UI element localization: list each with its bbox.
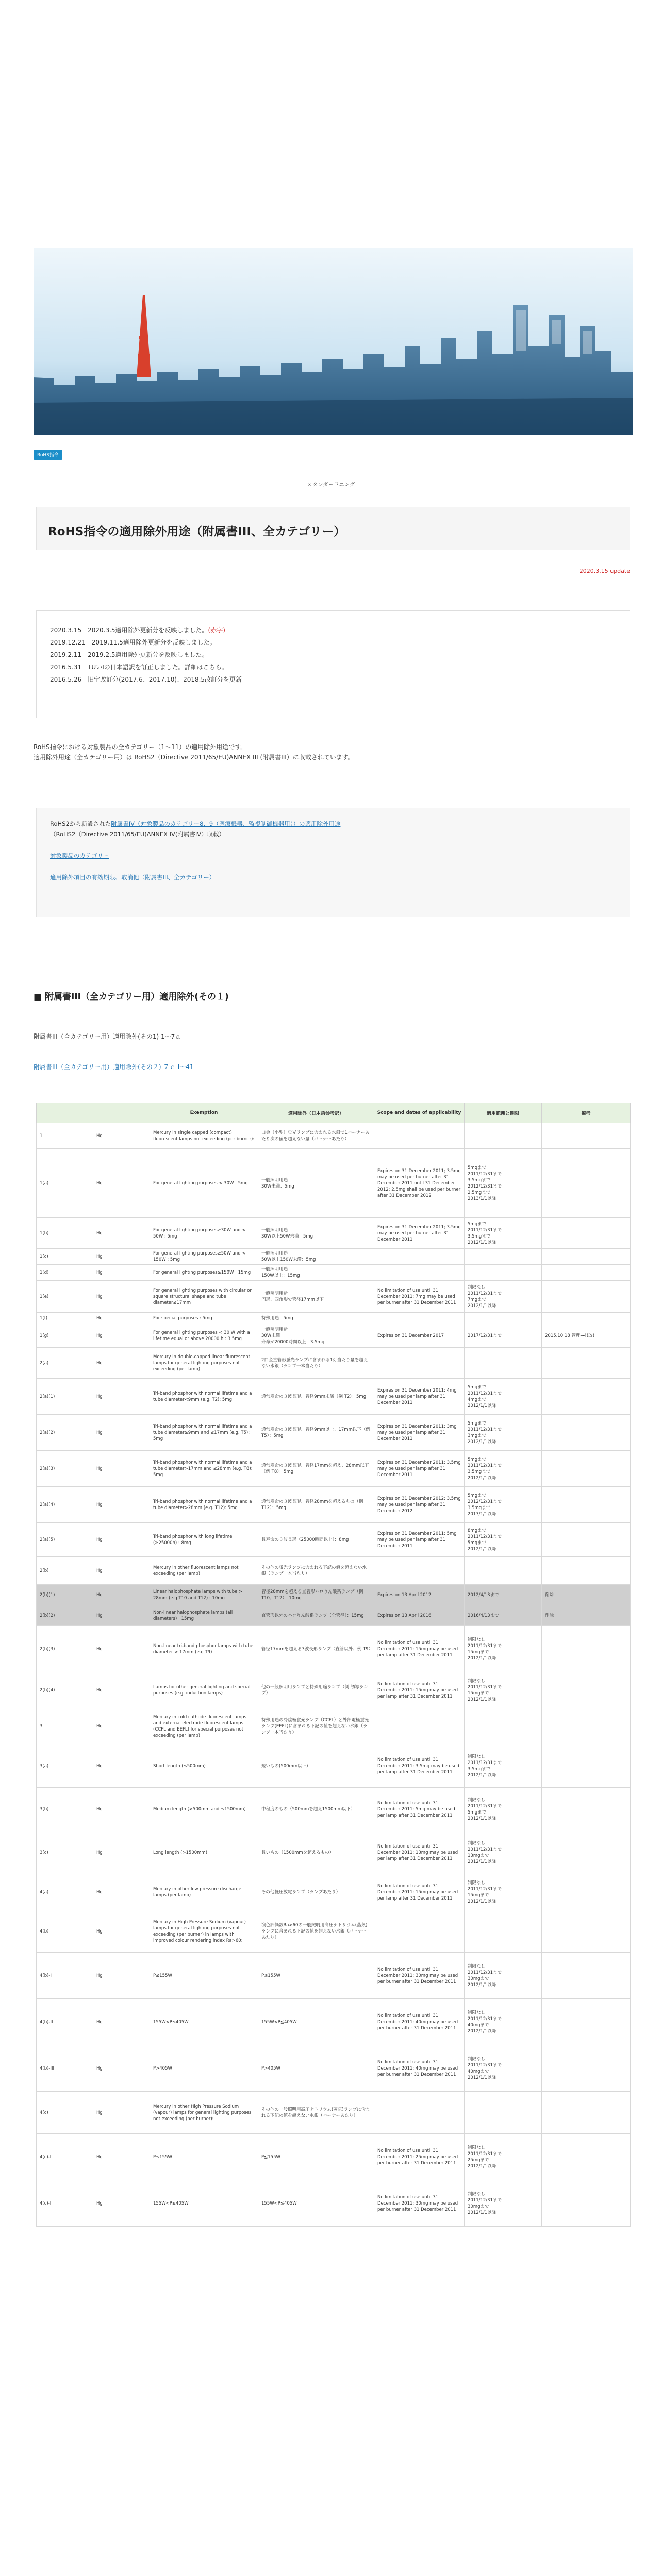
table-cell-jr: 5mgまで 2011/12/31まで 3.5mgまで 2012/12/31まで 2.5mgまで 2013/1/1以降 [465, 1149, 542, 1218]
section-title: ■ 附属書III（全カテゴリー用）適用除外(その１) [34, 992, 229, 1002]
col-header: Exemption [150, 1103, 258, 1123]
page-title: RoHS指令の適用除外用途（附属書III、全カテゴリー） [48, 525, 346, 538]
table-cell-id: 2(a)(5) [37, 1523, 93, 1557]
intro-text [34, 742, 354, 762]
table-cell-sc [374, 2092, 465, 2134]
table-cell-ja: 通常寿命の３波長形、管径9mm以上、17mm以下（例 T5）：5mg [258, 1415, 374, 1451]
table-cell-id: 4(c) [37, 2092, 93, 2134]
table-row [37, 1487, 631, 1523]
table-cell-el: Hg [93, 2092, 150, 2134]
table-row [37, 1910, 631, 1953]
table-row [37, 1249, 631, 1265]
table-cell-en: Medium length (>500mm and ≤1500mm) [150, 1788, 258, 1831]
table-row [37, 1379, 631, 1415]
table-cell-id: 4(a) [37, 1874, 93, 1910]
table-cell-sc [374, 1348, 465, 1379]
table-cell-ja: 短いもの(500mm以下) [258, 1744, 374, 1788]
table-cell-nt [542, 1910, 631, 1953]
table-cell-nt [542, 1415, 631, 1451]
table-cell-el: Hg [93, 1265, 150, 1281]
table-cell-en: Short length (≤500mm) [150, 1744, 258, 1788]
table-cell-sc: Expires on 31 December 2011; 3.5mg may be used per lamp after 31 December 2011 [374, 1451, 465, 1487]
table-cell-ja: 口金（小型）蛍光ランプに含まれる水銀で1バーナーあたり次の値を超えない量（バーナーあたり） [258, 1123, 374, 1149]
table-cell-id: 1(e) [37, 1281, 93, 1313]
hero-cityscape-image [34, 248, 633, 435]
table-cell-id: 1(b) [37, 1218, 93, 1249]
table-cell-jr: 2012/4/13まで [465, 1585, 542, 1605]
table-cell-id: 1 [37, 1123, 93, 1149]
table-cell-nt [542, 1874, 631, 1910]
table-row [37, 1123, 631, 1149]
table-cell-sc: No limitation of use until 31 December 2011; 40mg may be used per burner after 31 December 2011 [374, 1999, 465, 2045]
table-cell-id: 4(c)-II [37, 2180, 93, 2227]
table-cell-id: 4(b)-I [37, 1953, 93, 1999]
table-cell-jr: 5mgまで 2011/12/31まで 3.5mgまで 2012/1/1以降 [465, 1218, 542, 1249]
table-cell-sc: Expires on 13 April 2012 [374, 1585, 465, 1605]
history-item: 2019.2.11 2019.2.5適用除外更新分を反映しました。 [50, 651, 208, 658]
table-cell-el: Hg [93, 1379, 150, 1415]
table-cell-nt: 削除 [542, 1585, 631, 1605]
table-cell-id: 4(b)-II [37, 1999, 93, 2045]
table-cell-ja: P≦155W [258, 1953, 374, 1999]
table-cell-en: Tri-band phosphor with normal lifetime and a tube diameter>17mm and ≤28mm (e.g. T8): 5mg [150, 1451, 258, 1487]
table-cell-sc [374, 1123, 465, 1149]
table-cell-nt [542, 1788, 631, 1831]
table-cell-en: Mercury in other low pressure discharge lamps (per lamp) [150, 1874, 258, 1910]
table-cell-jr: 8mgまで 2011/12/31まで 5mgまで 2012/1/1以降 [465, 1523, 542, 1557]
table-cell-sc: No limitation of use until 31 December 2011; 15mg may be used per lamp after 31 December 2011 [374, 1626, 465, 1672]
table-cell-nt [542, 1348, 631, 1379]
links-lead: RoHS2から新設された [50, 820, 111, 827]
table-cell-el: Hg [93, 1557, 150, 1585]
table-cell-id: 1(c) [37, 1249, 93, 1265]
table-cell-el: Hg [93, 1953, 150, 1999]
table-row [37, 1557, 631, 1585]
category-badge[interactable]: RoHS指令 [34, 450, 62, 460]
table-cell-en: Tri-band phosphor with normal lifetime and a tube diameter≥9mm and ≤17mm (e.g. T5): 5mg [150, 1415, 258, 1451]
table-cell-sc: No limitation of use until 31 December 2011; 30mg may be used per burner after 31 December 2011 [374, 1953, 465, 1999]
update-date: 2020.3.15 update [579, 568, 630, 574]
col-header [37, 1103, 93, 1123]
table-cell-ja: 直管形以外のハロりん酸系ランプ（全管径）：15mg [258, 1605, 374, 1626]
table-row [37, 1415, 631, 1451]
table-row [37, 1744, 631, 1788]
table-cell-el: Hg [93, 1218, 150, 1249]
table-cell-nt [542, 1379, 631, 1415]
table-cell-ja: 中程度のもの（500mmを超え1500mm以下） [258, 1788, 374, 1831]
table-cell-nt: 削除 [542, 1605, 631, 1626]
table-cell-ja: その他低圧放電ランプ（ランプあたり） [258, 1874, 374, 1910]
target-categories-link[interactable]: 対象製品のカテゴリー [50, 852, 109, 859]
annex-iv-note: （RoHS2（Directive 2011/65/EU)ANNEX IV(附属書IV）収載） [50, 831, 225, 838]
table-cell-el: Hg [93, 1313, 150, 1324]
table-cell-ja: 長寿命の３波長形（25000時間以上）：8mg [258, 1523, 374, 1557]
table-cell-el: Hg [93, 1123, 150, 1149]
table-cell-el: Hg [93, 1523, 150, 1557]
table-cell-jr: 制限なし 2011/12/31まで 15mgまで 2012/1/1以降 [465, 1672, 542, 1708]
table-cell-id: 2(b) [37, 1557, 93, 1585]
table-cell-en: For general lighting purposes with circular or square structural shape and tube diameter≤17mm [150, 1281, 258, 1313]
table-cell-ja: 演色評価数Ra>60の一般照明用高圧ナトリウム(蒸気)ランプに含まれる下記の値を超えない水銀（バーナーあたり） [258, 1910, 374, 1953]
table-cell-sc: No limitation of use until 31 December 2011; 25mg may be used per burner after 31 December 2011 [374, 2134, 465, 2180]
table-cell-el: Hg [93, 1415, 150, 1451]
col-header: Scope and dates of applicability [374, 1103, 465, 1123]
table-cell-ja: 通常寿命の３波長形、管径17mmを超え、28mm以下（例 T8）：5mg [258, 1451, 374, 1487]
table-cell-el: Hg [93, 1605, 150, 1626]
table-cell-ja: 管径28mmを超える直管形ハロりん酸系ランプ（例 T10、T12）：10mg [258, 1585, 374, 1605]
table-cell-id: 4(c)-I [37, 2134, 93, 2180]
table-cell-nt [542, 1313, 631, 1324]
table-cell-nt [542, 1708, 631, 1744]
annex-iv-link[interactable]: 附属書IV（対象製品のカテゴリー8、9（医療機器、監視制御機器用））の適用除外用途 [111, 820, 341, 827]
table-cell-el: Hg [93, 2134, 150, 2180]
table-cell-en: Mercury in other High Pressure Sodium (vapour) lamps for general lighting purposes not exceeding (per burner): [150, 2092, 258, 2134]
intro-line: RoHS指令における対象製品の全カテゴリー（1〜11）の適用除外用途です。 [34, 743, 247, 751]
table-cell-sc: Expires on 31 December 2012; 3.5mg may be used per lamp after 31 December 2012 [374, 1487, 465, 1523]
table-cell-id: 3 [37, 1708, 93, 1744]
table-cell-jr: 5mgまで 2011/12/31まで 3mgまで 2012/1/1以降 [465, 1415, 542, 1451]
table-cell-id: 2(a)(3) [37, 1451, 93, 1487]
table-cell-id: 2(b)(3) [37, 1626, 93, 1672]
table-cell-sc: No limitation of use until 31 December 2011; 5mg may be used per lamp after 31 December 2011 [374, 1788, 465, 1831]
table-cell-id: 2(a)(4) [37, 1487, 93, 1523]
table-row [37, 1626, 631, 1672]
table-cell-en: Mercury in other fluorescent lamps not exceeding (per lamp): [150, 1557, 258, 1585]
table-cell-en: Lamps for other general lighting and special purposes (e.g. induction lamps) [150, 1672, 258, 1708]
table-cell-el: Hg [93, 1249, 150, 1265]
table-cell-sc: Expires on 31 December 2011; 5mg may be used per lamp after 31 December 2011 [374, 1523, 465, 1557]
table-cell-jr: 制限なし 2011/12/31まで 40mgまで 2012/1/1以降 [465, 1999, 542, 2045]
table-cell-en: Tri-band phosphor with normal lifetime and a tube diameter>28mm (e.g. T12): 5mg [150, 1487, 258, 1523]
table-cell-el: Hg [93, 1451, 150, 1487]
table-cell-el: Hg [93, 2180, 150, 2227]
table-cell-en: Non-linear halophosphate lamps (all diameters) : 15mg [150, 1605, 258, 1626]
table-cell-ja: 一般照明用途 30W以上50W未満：5mg [258, 1218, 374, 1249]
table-cell-en: For general lighting purposes≥50W and < 150W : 5mg [150, 1249, 258, 1265]
table-cell-sc: Expires on 31 December 2017 [374, 1324, 465, 1348]
table-cell-jr: 制限なし 2011/12/31まで 3.5mgまで 2012/1/1以降 [465, 1744, 542, 1788]
col-header: 備考 [542, 1103, 631, 1123]
table-cell-jr: 5mgまで 2011/12/31まで 4mgまで 2012/1/1以降 [465, 1379, 542, 1415]
table-cell-jr: 制限なし 2011/12/31まで 25mgまで 2012/1/1以降 [465, 2134, 542, 2180]
table-cell-nt [542, 1249, 631, 1265]
history-item: 2016.5.31 TUいIの日本語訳を訂正しました。詳細はこちら。 [50, 664, 228, 671]
table-cell-en: Tri-band phosphor with long lifetime (≥25000h) : 8mg [150, 1523, 258, 1557]
table-cell-nt [542, 1831, 631, 1874]
table-cell-en: Mercury in double-capped linear fluorescent lamps for general lighting purposes not exceeding (per lamp): [150, 1348, 258, 1379]
table-cell-nt [542, 1953, 631, 1999]
table-cell-sc: No limitation of use until 31 December 2011; 15mg may be used per lamp after 31 December 2011 [374, 1874, 465, 1910]
table-cell-jr [465, 1123, 542, 1149]
table-cell-en: Tri-band phosphor with normal lifetime and a tube diameter<9mm (e.g. T2): 5mg [150, 1379, 258, 1415]
table-cell-en: Non-linear tri-band phosphor lamps with tube diameter > 17mm (e.g T9) [150, 1626, 258, 1672]
col-header: 適用範囲と期限 [465, 1103, 542, 1123]
table-header-row [37, 1103, 631, 1123]
col-header: 適用除外（日本語参考訳） [258, 1103, 374, 1123]
table-cell-jr [465, 1313, 542, 1324]
table-row [37, 1281, 631, 1313]
table-cell-el: Hg [93, 1999, 150, 2045]
table-row [37, 1831, 631, 1874]
table-row [37, 1672, 631, 1708]
table-cell-sc: No limitation of use until 31 December 2011; 13mg may be used per lamp after 31 December 2011 [374, 1831, 465, 1874]
table-cell-ja: 長いもの（1500mmを超えるもの） [258, 1831, 374, 1874]
table-cell-en: Mercury in cold cathode fluorescent lamps and external electrode fluorescent lamps (CCFL and EEFL) for special purposes not exceeding (per lamp): [150, 1708, 258, 1744]
table-cell-jr: 制限なし 2011/12/31まで 15mgまで 2012/1/1以降 [465, 1874, 542, 1910]
table-cell-id: 2(a)(2) [37, 1415, 93, 1451]
table-row [37, 1324, 631, 1348]
table-cell-ja: 2口金直管形蛍光ランプに含まれる1灯当たり量を超えない水銀（ランプ一本当たり） [258, 1348, 374, 1379]
table-cell-ja: 一般照明用途 30W未満：5mg [258, 1149, 374, 1218]
table-cell-jr [465, 1557, 542, 1585]
table-cell-sc: Expires on 31 December 2011; 3.5mg may be used per burner after 31 December 2011 [374, 1218, 465, 1249]
table-cell-jr [465, 1249, 542, 1265]
table-row [37, 1953, 631, 1999]
table-cell-sc: No limitation of use until 31 December 2011; 3.5mg may be used per lamp after 31 December 2011 [374, 1744, 465, 1788]
table-cell-jr: 2017/12/31まで [465, 1324, 542, 1348]
table-cell-jr: 制限なし 2011/12/31まで 30mgまで 2012/1/1以降 [465, 1953, 542, 1999]
table-cell-nt [542, 1999, 631, 2045]
table-cell-el: Hg [93, 1708, 150, 1744]
table-cell-en: For general lighting purposes < 30 W with a lifetime equal or above 20000 h : 3.5mg [150, 1324, 258, 1348]
table-row [37, 1788, 631, 1831]
table-cell-nt [542, 1149, 631, 1218]
table-cell-id: 3(b) [37, 1788, 93, 1831]
table-row [37, 1708, 631, 1744]
table-cell-el: Hg [93, 1324, 150, 1348]
history-item: 2016.5.26 旧字改訂分(2017.6、2017.10)、2018.5改訂分を更新 [50, 676, 242, 683]
table-cell-sc: Expires on 31 December 2011; 4mg may be used per lamp after 31 December 2011 [374, 1379, 465, 1415]
table-row [37, 2092, 631, 2134]
table-row [37, 2045, 631, 2092]
table-cell-jr: 制限なし 2011/12/31まで 30mgまで 2012/1/1以降 [465, 2180, 542, 2227]
table-cell-id: 1(f) [37, 1313, 93, 1324]
table-cell-sc: Expires on 31 December 2011; 3mg may be used per lamp after 31 December 2011 [374, 1415, 465, 1451]
table-cell-ja: 155W<P≦405W [258, 1999, 374, 2045]
table-cell-jr: 5mgまで 2011/12/31まで 3.5mgまで 2012/1/1以降 [465, 1451, 542, 1487]
table-row [37, 1348, 631, 1379]
table-cell-id: 2(a)(1) [37, 1379, 93, 1415]
table-row [37, 1585, 631, 1605]
table-row [37, 2134, 631, 2180]
table-cell-el: Hg [93, 1788, 150, 1831]
table-cell-sc: No limitation of use until 31 December 2011; 15mg may be used per lamp after 31 December 2011 [374, 1672, 465, 1708]
table-cell-sc: Expires on 31 December 2011; 3.5mg may be used per burner after 31 December 2011 until 31 December 2012; 2.5mg shall be used per burner after 31 December 2012 [374, 1149, 465, 1218]
table-cell-nt [542, 2092, 631, 2134]
table-cell-jr: 制限なし 2011/12/31まで 7mgまで 2012/1/1以降 [465, 1281, 542, 1313]
table-row [37, 1149, 631, 1218]
table-cell-jr: 制限なし 2011/12/31まで 5mgまで 2012/1/1以降 [465, 1788, 542, 1831]
table-cell-nt: 2015.10.18 管理→4(改) [542, 1324, 631, 1348]
table-cell-nt [542, 1523, 631, 1557]
table-row [37, 1605, 631, 1626]
table-cell-ja: その他の一般照明用高圧ナトリウム(蒸気)ランプに含まれる下記の値を超えない水銀（バーナーあたり） [258, 2092, 374, 2134]
table-cell-sc [374, 1265, 465, 1281]
table-cell-id: 2(b)(1) [37, 1585, 93, 1605]
table-cell-en: Linear halophosphate lamps with tube > 28mm (e.g T10 and T12) : 10mg [150, 1585, 258, 1605]
title-box [36, 507, 630, 550]
table-cell-id: 4(b) [37, 1910, 93, 1953]
table-cell-el: Hg [93, 1831, 150, 1874]
table-cell-id: 1(a) [37, 1149, 93, 1218]
table-cell-nt [542, 1281, 631, 1313]
table-cell-id: 1(g) [37, 1324, 93, 1348]
table-cell-en: For special purposes : 5mg [150, 1313, 258, 1324]
table-cell-ja: 一般照明用途 50W以上150W未満：5mg [258, 1249, 374, 1265]
section-subtitle: 附属書III（全カテゴリー用）適用除外(その1) 1〜7ａ [34, 1033, 181, 1040]
table-cell-id: 2(a) [37, 1348, 93, 1379]
table-cell-el: Hg [93, 1672, 150, 1708]
table-cell-jr: 制限なし 2011/12/31まで 15mgまで 2012/1/1以降 [465, 1626, 542, 1672]
update-history-box [36, 610, 630, 718]
table-cell-nt [542, 1218, 631, 1249]
table-cell-jr: 制限なし 2011/12/31まで 13mgまで 2012/1/1以降 [465, 1831, 542, 1874]
table-cell-id: 4(b)-III [37, 2045, 93, 2092]
table-cell-ja: 一般照明用途 150W以上：15mg [258, 1265, 374, 1281]
table-cell-en: P>405W [150, 2045, 258, 2092]
table-row [37, 1874, 631, 1910]
table-cell-ja: 他の一般照明用ランプと特殊用途ランプ（例 誘導ランプ） [258, 1672, 374, 1708]
table-cell-ja: P≦155W [258, 2134, 374, 2180]
table-cell-ja: 特殊用途の冷陰極蛍光ランプ（CCFL）と外部電極蛍光ランプ(EEFL)に含まれる下記の値を超えない水銀（ランプ一本当たり） [258, 1708, 374, 1744]
table-cell-nt [542, 1487, 631, 1523]
table-cell-ja: 通常寿命の３波長形、管径28mmを超えるもの（例 T12）：5mg [258, 1487, 374, 1523]
table-cell-en: Mercury in High Pressure Sodium (vapour) lamps for general lighting purposes not exceeding (per burner) in lamps with improved colour rendering index Ra>60: [150, 1910, 258, 1953]
table-cell-nt [542, 1626, 631, 1672]
table-cell-el: Hg [93, 1281, 150, 1313]
category-label: スタンダードニング [307, 482, 355, 488]
table-cell-nt [542, 1672, 631, 1708]
table-cell-jr: 制限なし 2011/12/31まで 40mgまで 2012/1/1以降 [465, 2045, 542, 2092]
table-cell-nt [542, 2045, 631, 2092]
table-row [37, 1265, 631, 1281]
part2-link[interactable]: 附属書III（全カテゴリー用）適用除外(その２) ７ｃ-Ⅰ〜41 [34, 1063, 194, 1071]
table-cell-id: 3(c) [37, 1831, 93, 1874]
table-cell-en: For general lighting purposes≥150W : 15mg [150, 1265, 258, 1281]
table-row [37, 1523, 631, 1557]
table-cell-jr [465, 1708, 542, 1744]
table-cell-ja: 一般照明用途 30W未満 寿命が20000時間以上：3.5mg [258, 1324, 374, 1348]
table-cell-en: P≤155W [150, 1953, 258, 1999]
col-header [93, 1103, 150, 1123]
table-cell-jr [465, 1910, 542, 1953]
table-cell-sc: Expires on 13 April 2016 [374, 1605, 465, 1626]
table-cell-id: 2(b)(4) [37, 1672, 93, 1708]
table-cell-el: Hg [93, 2045, 150, 2092]
table-cell-sc: No limitation of use until 31 December 2011; 30mg may be used per burner after 31 December 2011 [374, 2180, 465, 2227]
table-cell-en: For general lighting purposes < 30W : 5mg [150, 1149, 258, 1218]
table-row [37, 2180, 631, 2227]
table-cell-nt [542, 1265, 631, 1281]
table-cell-sc [374, 1249, 465, 1265]
table-cell-sc: No limitation of use until 31 December 2011; 7mg may be used per burner after 31 December 2011 [374, 1281, 465, 1313]
table-cell-ja: 通常寿命の３波長形、管径9mm未満（例 T2）：5mg [258, 1379, 374, 1415]
table-cell-nt [542, 1744, 631, 1788]
table-cell-en: Long length (>1500mm) [150, 1831, 258, 1874]
related-links-box [36, 808, 630, 917]
table-cell-jr: 5mgまで 2012/12/31まで 3.5mgまで 2013/1/1以降 [465, 1487, 542, 1523]
table-cell-sc [374, 1557, 465, 1585]
table-cell-nt [542, 1451, 631, 1487]
table-cell-id: 3(a) [37, 1744, 93, 1788]
table-cell-ja: その他の蛍光ランプに含まれる下記の値を超えない水銀（ランプ一本当たり） [258, 1557, 374, 1585]
table-cell-ja: 155W<P≦405W [258, 2180, 374, 2227]
table-cell-sc: No limitation of use until 31 December 2011; 40mg may be used per burner after 31 December 2011 [374, 2045, 465, 2092]
table-cell-ja: 特殊用途：5mg [258, 1313, 374, 1324]
table-cell-id: 2(b)(2) [37, 1605, 93, 1626]
table-cell-sc [374, 1910, 465, 1953]
table-cell-en: 155W<P≤405W [150, 1999, 258, 2045]
table-cell-el: Hg [93, 1910, 150, 1953]
table-cell-el: Hg [93, 1348, 150, 1379]
table-cell-ja: 管径17mmを超える3波長形ランプ（直管以外、例 T9） [258, 1626, 374, 1672]
table-cell-en: 155W<P≤405W [150, 2180, 258, 2227]
table-cell-en: For general lighting purposes≥30W and < 50W : 5mg [150, 1218, 258, 1249]
table-row [37, 1313, 631, 1324]
table-cell-en: P≤155W [150, 2134, 258, 2180]
table-cell-jr [465, 1348, 542, 1379]
table-cell-el: Hg [93, 1744, 150, 1788]
table-row [37, 1451, 631, 1487]
table-cell-el: Hg [93, 1149, 150, 1218]
exemption-table [36, 1103, 631, 2227]
table-cell-jr [465, 1265, 542, 1281]
table-cell-nt [542, 2134, 631, 2180]
history-item: 2019.12.21 2019.11.5適用除外更新分を反映しました。 [50, 639, 216, 646]
table-cell-jr [465, 2092, 542, 2134]
table-cell-en: Mercury in single capped (compact) fluorescent lamps not exceeding (per burner): [150, 1123, 258, 1149]
history-item: 2020.3.15 2020.3.5適用除外更新分を反映しました。(赤字) [50, 626, 225, 634]
table-cell-ja: 一般照明用途 円形、四角形で管径17mm以下 [258, 1281, 374, 1313]
table-cell-el: Hg [93, 1487, 150, 1523]
table-cell-nt [542, 1557, 631, 1585]
table-cell-nt [542, 2180, 631, 2227]
table-cell-nt [542, 1123, 631, 1149]
table-cell-el: Hg [93, 1585, 150, 1605]
table-cell-el: Hg [93, 1874, 150, 1910]
intro-line: 適用除外用途（全カテゴリー用）は RoHS2（Directive 2011/65/EU)ANNEX III (附属書III）に収載されています。 [34, 754, 354, 761]
table-cell-sc [374, 1708, 465, 1744]
table-row [37, 1999, 631, 2045]
expiry-link[interactable]: 適用除外項目の有効期限、取消他（附属書III、全カテゴリー） [50, 874, 216, 881]
table-cell-el: Hg [93, 1626, 150, 1672]
table-row [37, 1218, 631, 1249]
table-cell-ja: P>405W [258, 2045, 374, 2092]
table-cell-jr: 2016/4/13まで [465, 1605, 542, 1626]
table-cell-sc [374, 1313, 465, 1324]
table-cell-id: 1(d) [37, 1265, 93, 1281]
